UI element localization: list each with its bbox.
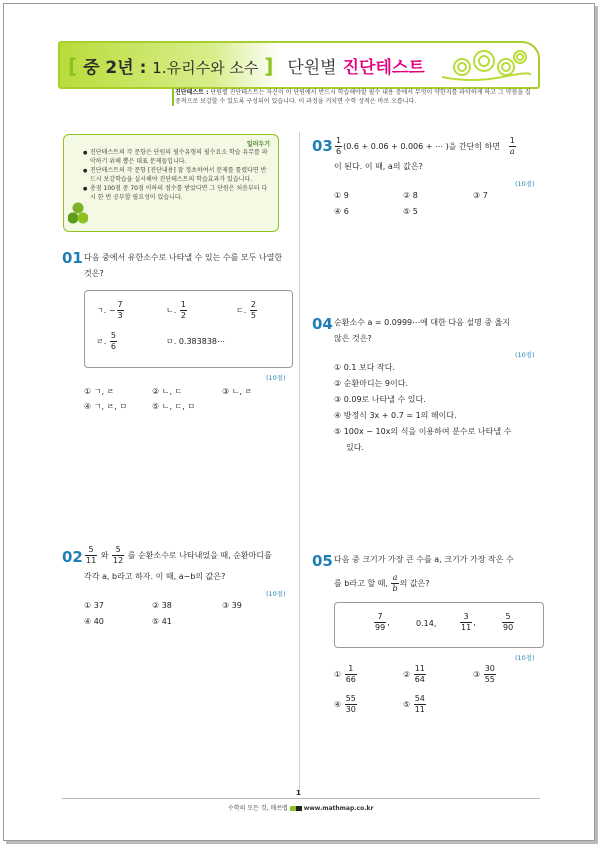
frac-den: 11 bbox=[86, 556, 97, 565]
q1-item-e-value: 0.383838⋯ bbox=[178, 337, 225, 346]
q5-option-4[interactable] bbox=[334, 694, 358, 715]
q1-points: (10점) bbox=[266, 374, 286, 382]
q3-fraction-2 bbox=[509, 136, 516, 157]
page-title bbox=[68, 53, 425, 78]
q4-text-line-2: 않은 것은? bbox=[334, 334, 372, 343]
question-number-2: 02 bbox=[62, 548, 83, 566]
q5-option-1[interactable] bbox=[334, 664, 358, 685]
bracket-open: [ bbox=[68, 54, 78, 78]
title-banner bbox=[58, 41, 540, 89]
q1-item-d bbox=[96, 331, 118, 352]
page-number: 1 bbox=[296, 789, 301, 797]
q3-points: (10점) bbox=[515, 180, 535, 188]
option-mark: ③ bbox=[473, 670, 481, 679]
q2-option-3[interactable]: ③ 39 bbox=[222, 601, 242, 610]
notice-tag: 일러두기 bbox=[246, 141, 270, 148]
option-mark: ① bbox=[334, 670, 342, 679]
intro-accent-bar bbox=[172, 88, 174, 106]
option-mark: ② bbox=[403, 670, 411, 679]
q1-option-5[interactable]: ⑤ ㄴ, ㄷ, ㅁ bbox=[152, 402, 196, 411]
frac-den: 11 bbox=[461, 623, 472, 632]
q1-option-4[interactable]: ④ ㄱ, ㄹ, ㅁ bbox=[84, 402, 128, 411]
frac-den: 66 bbox=[345, 675, 356, 684]
frac bbox=[414, 694, 426, 715]
notice-box bbox=[63, 134, 279, 232]
frac-num: 5 bbox=[112, 545, 124, 556]
notice-item: ● 진단테스트의 각 문항은 단원의 필수유형의 필수요소 학습 유무를 파악하기 위해 뽑은 대표 문제들입니다. bbox=[84, 149, 272, 166]
frac-num: a bbox=[392, 573, 398, 582]
q4-option-5[interactable]: ⑤ 100x − 10x의 식을 이용하여 분수로 나타낼 수 bbox=[334, 427, 512, 436]
q1-item-a bbox=[96, 300, 125, 321]
q2-conj: 와 bbox=[100, 551, 109, 560]
q4-text-line-1: 순환소수 a = 0.0999⋯에 대한 다음 설명 중 옳지 bbox=[334, 318, 511, 327]
q1-option-2[interactable]: ② ㄴ, ㄷ bbox=[152, 387, 183, 396]
q2-fraction-2 bbox=[112, 545, 124, 566]
frac-num: 1 bbox=[509, 136, 515, 145]
q4-option-5-cont: 있다. bbox=[346, 443, 364, 452]
q2-option-5[interactable]: ⑤ 41 bbox=[152, 617, 172, 626]
footer-divider bbox=[62, 798, 540, 799]
frac-num: 5 bbox=[502, 612, 514, 623]
q3-option-2[interactable]: ② 8 bbox=[403, 191, 418, 200]
column-divider bbox=[299, 132, 300, 792]
q1-item-a-label: ㄱ. bbox=[96, 306, 107, 315]
q5-option-5[interactable] bbox=[403, 694, 427, 715]
unit-label: 1.유리수와 소수 bbox=[152, 59, 259, 77]
frac-num: 1 bbox=[180, 300, 186, 309]
intro-label: 진단테스트 : bbox=[175, 89, 209, 96]
logo-square-black-icon bbox=[296, 806, 302, 811]
q2-text-line-1: 를 순환소수로 나타내었을 때, 순환마디를 bbox=[127, 551, 272, 560]
q1-item-c-label: ㄷ. bbox=[236, 306, 247, 315]
green-balls-icon bbox=[68, 201, 88, 227]
frac bbox=[484, 664, 496, 685]
q1-item-c-fraction bbox=[250, 300, 257, 321]
q4-option-4[interactable]: ④ 방정식 3x + 0.7 = 1의 해이다. bbox=[334, 411, 457, 420]
q2-fraction-1 bbox=[85, 545, 97, 566]
frac-den: 11 bbox=[414, 705, 425, 714]
notice-item: ● 총점 100점 중 70점 이하의 점수를 받았다면 그 단원은 처음부터 다시 한 번 공부할 필요성이 있습니다. bbox=[84, 185, 272, 202]
cloud-swirl-icon bbox=[432, 45, 532, 85]
q1-item-e bbox=[166, 336, 225, 347]
title-part-1: 단원별 bbox=[287, 58, 337, 78]
q3-option-4[interactable]: ④ 6 bbox=[334, 207, 349, 216]
notice-item: ● 진단테스트의 각 문항 [진단내용] 잘 정초하여서 문제를 틀렸다면 반드시 보강학습을 실시해야 진단테스트의 학습효과가 있습니다. bbox=[84, 167, 272, 184]
frac bbox=[345, 694, 357, 715]
q5-box-num-1: $\frac{7}{99}$ , bbox=[375, 612, 390, 632]
q1-item-d-label: ㄹ. bbox=[96, 337, 107, 346]
q4-option-2[interactable]: ② 순환마디는 9이다. bbox=[334, 379, 408, 388]
frac-den: 6 bbox=[110, 342, 116, 351]
question-text-3 bbox=[334, 136, 546, 157]
q5-box-num-3: $\frac{3}{11}$ , bbox=[461, 612, 476, 632]
frac-num: 3 bbox=[460, 612, 472, 623]
frac bbox=[460, 612, 472, 633]
frac-den: 3 bbox=[117, 311, 123, 320]
q3-option-1[interactable]: ① 9 bbox=[334, 191, 349, 200]
frac-num: 54 bbox=[414, 694, 425, 703]
frac bbox=[414, 664, 426, 685]
frac-den: 12 bbox=[113, 556, 124, 565]
q5-box-decimal: 0.14 bbox=[416, 619, 434, 628]
q4-option-1[interactable]: ① 0.1 보다 작다. bbox=[334, 363, 395, 372]
q5-option-2[interactable] bbox=[403, 664, 427, 685]
q2-option-4[interactable]: ④ 40 bbox=[84, 617, 104, 626]
intro-body: 단원별 진단테스트는 자신이 이 단원에서 반드시 학습해야할 필수 내용 중에서 무엇이 약한지를 파악하게 하고 그 약점을 집중적으로 보강할 수 있도록 구성되어 있습니다. 이 과정을 거치면 수학 성적은 바로 오릅니다. bbox=[175, 89, 531, 105]
q1-item-e-label: ㅁ. bbox=[166, 337, 177, 346]
frac bbox=[374, 612, 386, 633]
q2-points: (10점) bbox=[266, 590, 286, 598]
q3-text-line-2: 이 된다. 이 때, a의 값은? bbox=[334, 162, 423, 171]
frac-den: a bbox=[509, 147, 515, 156]
frac bbox=[345, 664, 357, 685]
q5-text-2a: 를 b라고 할 때, bbox=[334, 579, 388, 588]
frac-den: 6 bbox=[336, 147, 342, 156]
frac-num: 1 bbox=[345, 664, 357, 675]
q1-item-d-fraction bbox=[110, 331, 117, 352]
frac-den: 55 bbox=[484, 675, 495, 684]
frac-den: 99 bbox=[375, 623, 386, 632]
q1-item-b bbox=[166, 300, 188, 321]
q5-points: (10점) bbox=[515, 654, 535, 662]
q3-fraction-1 bbox=[335, 136, 342, 157]
question-text-2 bbox=[84, 545, 296, 566]
q5-text-line-2 bbox=[334, 573, 546, 594]
frac-den: 64 bbox=[414, 675, 425, 684]
frac-num: 5 bbox=[85, 545, 97, 556]
q5-ratio-fraction bbox=[391, 573, 398, 594]
footer-text: 수학의 모든 것, 매쓰맵 bbox=[228, 805, 290, 812]
question-number-1: 01 bbox=[62, 249, 83, 267]
frac-den: 5 bbox=[250, 311, 256, 320]
frac-num: 55 bbox=[345, 694, 356, 703]
q1-item-b-label: ㄴ. bbox=[166, 306, 177, 315]
q2-option-1[interactable]: ① 37 bbox=[84, 601, 104, 610]
question-number-3: 03 bbox=[312, 137, 333, 155]
q3-expression: (0.6 + 0.06 + 0.006 + ⋯ )을 간단히 하면 bbox=[343, 142, 501, 151]
footer bbox=[228, 803, 373, 812]
notice-list bbox=[84, 149, 272, 203]
question-text-1: 다음 중에서 유한소수로 나타낼 수 있는 수를 모두 나열한 것은? bbox=[84, 253, 283, 278]
frac bbox=[502, 612, 514, 633]
q1-item-c bbox=[236, 300, 258, 321]
q5-box-num-4 bbox=[501, 612, 515, 633]
q4-option-3[interactable]: ③ 0.09로 나타낼 수 있다. bbox=[334, 395, 426, 404]
footer-url[interactable]: www.mathmap.co.kr bbox=[303, 805, 374, 812]
intro-text bbox=[175, 88, 535, 106]
option-mark: ⑤ bbox=[403, 700, 411, 709]
grade-label: 중 2년 : bbox=[83, 58, 153, 78]
question-number-4: 04 bbox=[312, 315, 333, 333]
frac-num: 5 bbox=[110, 331, 116, 340]
q4-points: (10점) bbox=[515, 351, 535, 359]
frac-num: 7 bbox=[374, 612, 386, 623]
frac-den: 90 bbox=[503, 623, 514, 632]
q3-option-5[interactable]: ⑤ 5 bbox=[403, 207, 418, 216]
q1-item-a-sign: − bbox=[108, 306, 116, 315]
title-part-2: 진단테스트 bbox=[342, 58, 425, 78]
q5-text-line-1: 다음 중 크기가 가장 큰 수를 a, 크기가 가장 작은 수 bbox=[334, 555, 514, 564]
frac-den: 30 bbox=[345, 705, 356, 714]
q5-text-2b: 의 값은? bbox=[399, 579, 430, 588]
frac-num: 1 bbox=[336, 136, 342, 145]
option-mark: ④ bbox=[334, 700, 342, 709]
q1-item-a-fraction bbox=[117, 300, 124, 321]
q5-box-num-2: 0.14, bbox=[416, 619, 437, 628]
q1-item-b-fraction bbox=[180, 300, 187, 321]
frac-num: 11 bbox=[414, 664, 425, 673]
question-number-5: 05 bbox=[312, 552, 333, 570]
frac-num: 30 bbox=[484, 664, 495, 673]
frac-den: 2 bbox=[180, 311, 186, 320]
frac-num: 2 bbox=[250, 300, 256, 309]
q3-option-3[interactable]: ③ 7 bbox=[473, 191, 488, 200]
q2-text-line-2: 각각 a, b라고 하자. 이 때, a−b의 값은? bbox=[84, 572, 226, 581]
q2-option-2[interactable]: ② 38 bbox=[152, 601, 172, 610]
q1-option-1[interactable]: ① ㄱ, ㄹ bbox=[84, 387, 115, 396]
frac-den: b bbox=[392, 584, 398, 593]
q1-option-3[interactable]: ③ ㄴ, ㄹ bbox=[222, 387, 253, 396]
frac-num: 7 bbox=[117, 300, 123, 309]
bracket-close: ] bbox=[264, 54, 274, 78]
q5-option-3[interactable] bbox=[473, 664, 497, 685]
